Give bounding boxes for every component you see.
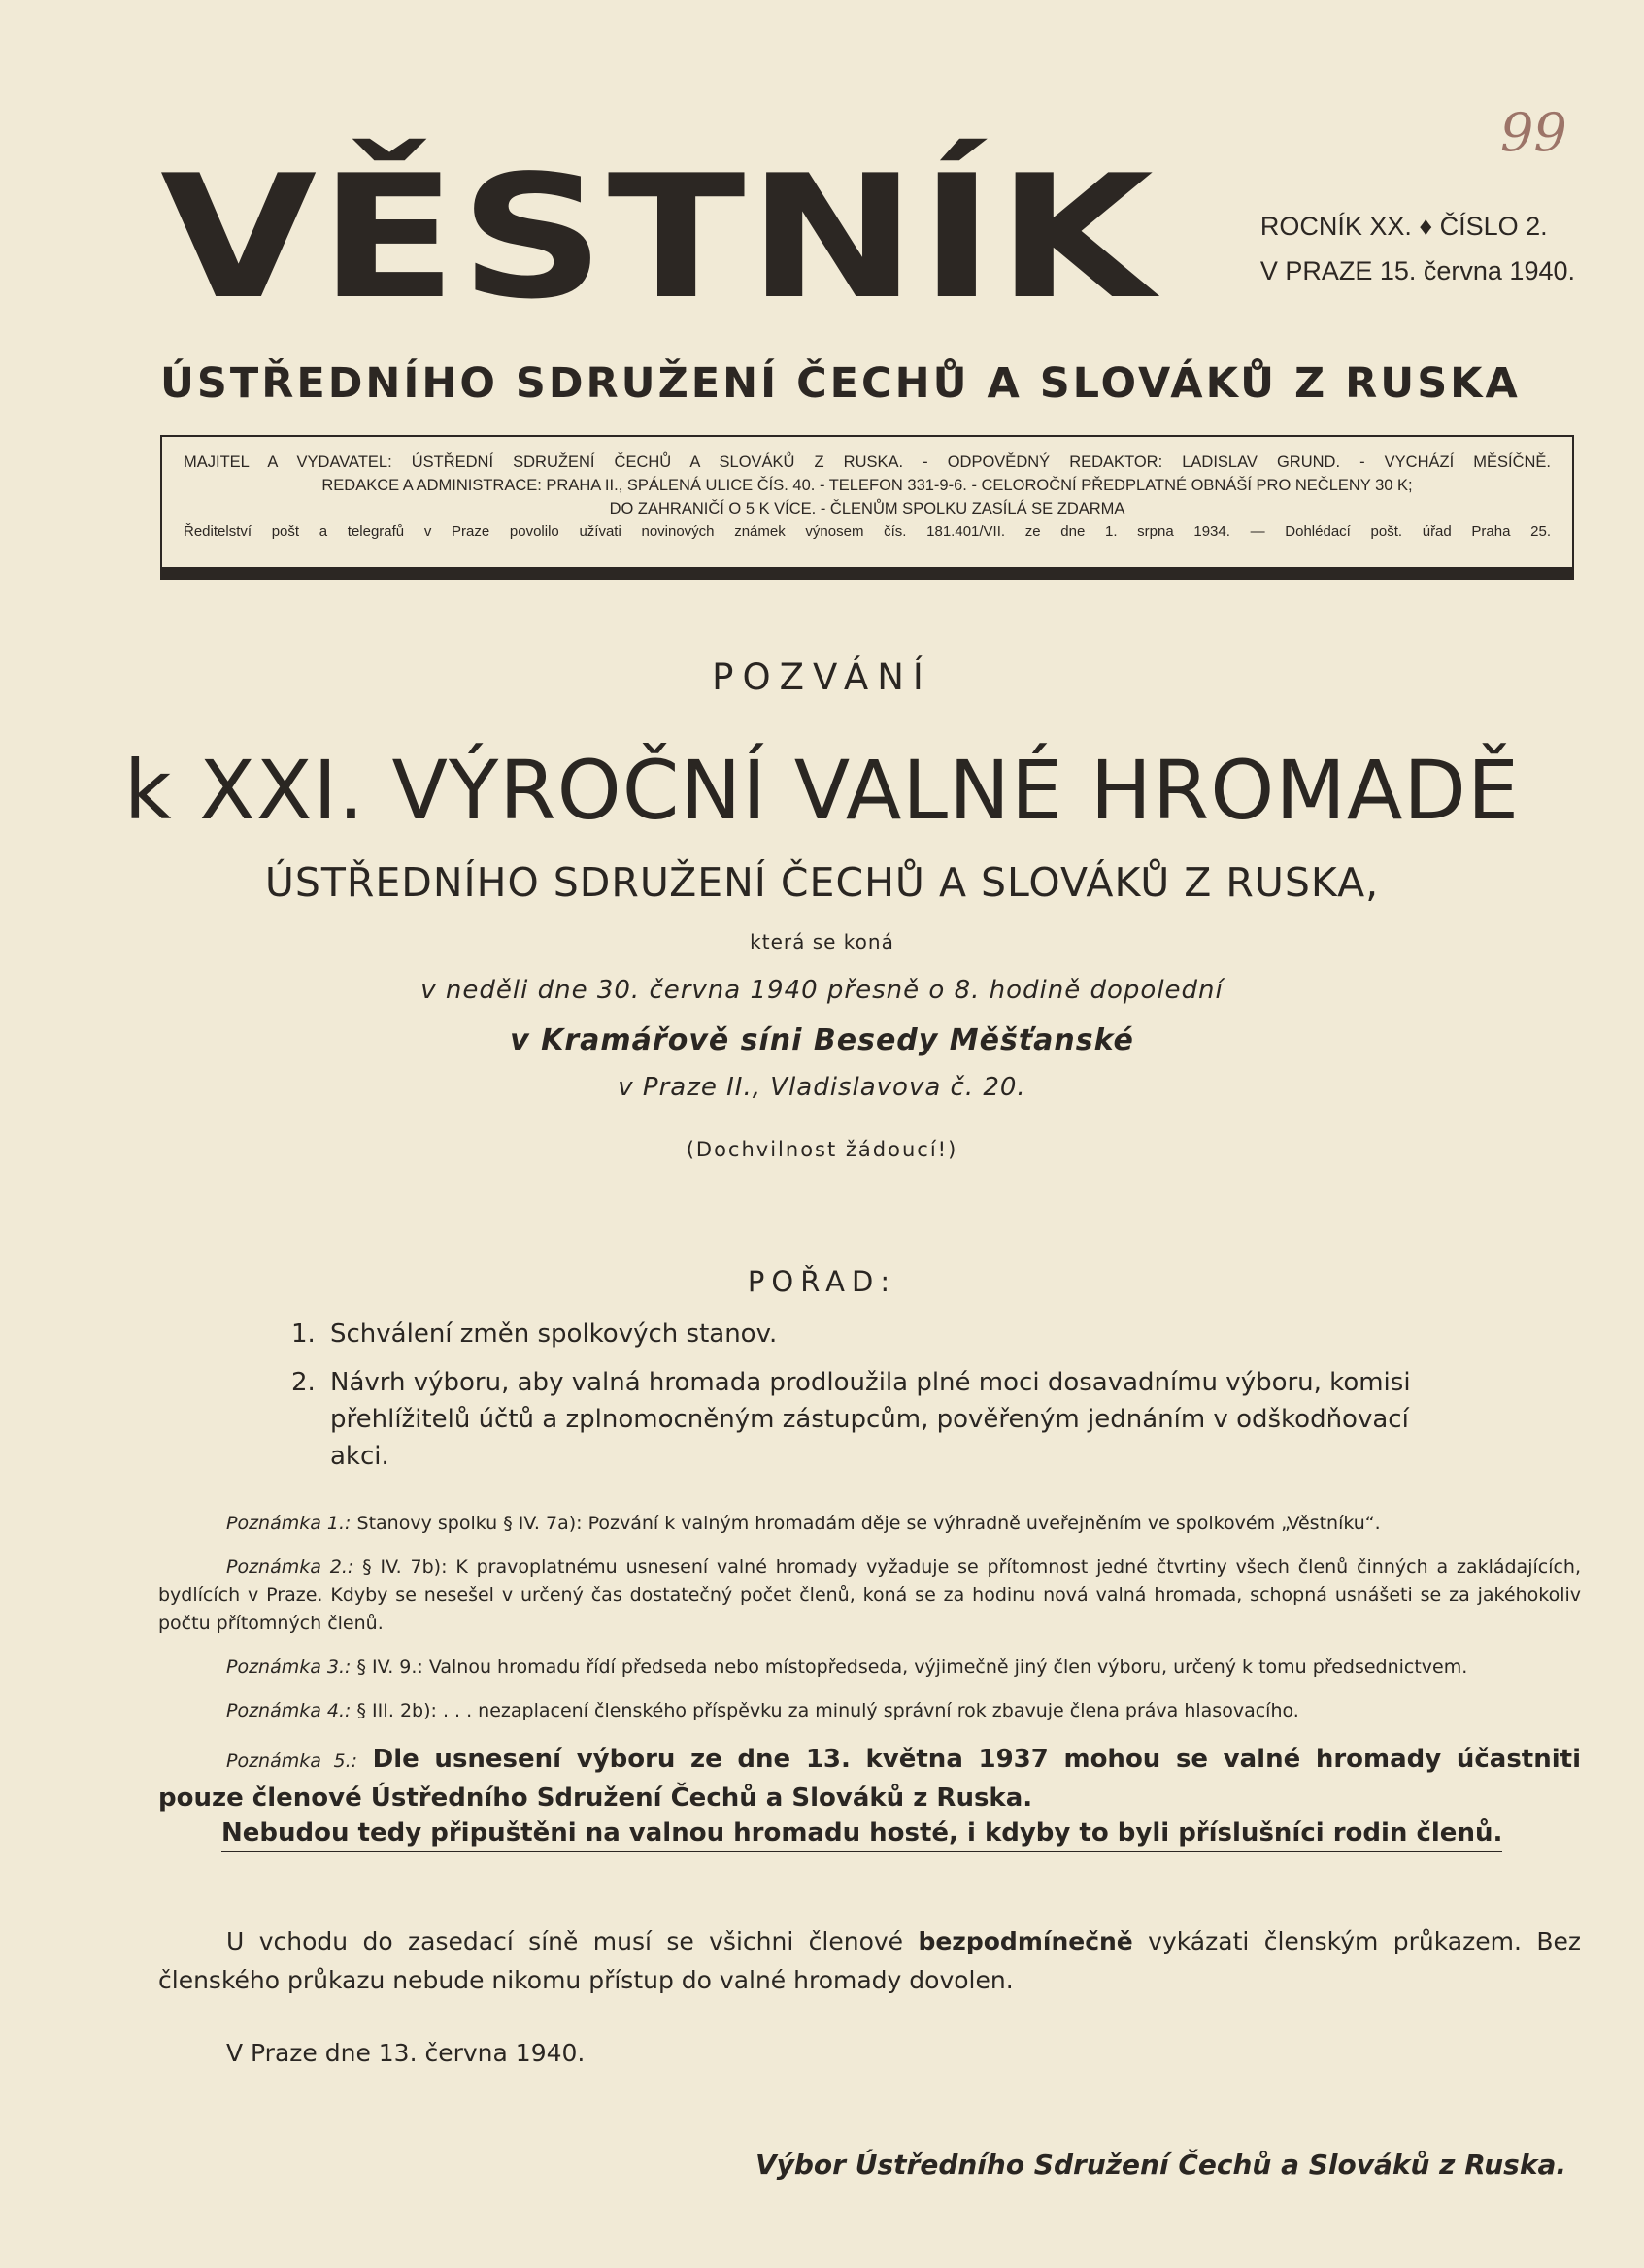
note-text: Dle usnesení výboru ze dne 13. května 1937 mohou se valné hromady účastniti pouze členové Ústředního Sdružení Čechů a Slováků z Ruska. — [158, 1745, 1582, 1813]
meeting-venue: v Kramářově síni Besedy Měšťanské — [510, 1023, 1134, 1057]
imprint-line: Ředitelství pošt a telegrafů v Praze povolilo užívati novinových známek výnosem čís. 181.401/VII. ze dne 1. srpna 1934. — Dohlédací pošt. úřad Praha 25. — [184, 523, 1551, 540]
note-text: Stanovy spolku § IV. 7a): Pozvání k valným hromadám děje se výhradně uveřejněním ve spolkovém „Věstníku“. — [351, 1513, 1381, 1534]
note — [158, 1697, 1581, 1725]
note-text: § III. 2b): . . . nezaplacení členského příspěvku za minulý správní rok zbavuje člena práva hlasovacího. — [351, 1700, 1299, 1721]
imprint-line: REDAKCE A ADMINISTRACE: PRAHA II., SPÁLENÁ ULICE ČÍS. 40. - TELEFON 331-9-6. - CELOROČNÍ PŘEDPLATNÉ OBNÁŠÍ PRO NEČLENY 30 K; — [321, 477, 1413, 494]
signature: Výbor Ústředního Sdružení Čechů a Slováků z Ruska. — [755, 2149, 1566, 2181]
invitation-label: POZVÁNÍ — [712, 656, 932, 698]
agenda-item-number: 2. — [291, 1368, 316, 1397]
note-label: Poznámka 2.: — [226, 1556, 354, 1578]
agenda-heading: POŘAD: — [747, 1265, 897, 1298]
note — [158, 1553, 1581, 1638]
handwritten-note: 99 — [1500, 102, 1567, 163]
masthead — [160, 140, 1578, 583]
masthead-rule — [160, 567, 1574, 580]
note-text: § IV. 9.: Valnou hromadu řídí předseda nebo místopředseda, výjimečně jiný člen výboru, určený k tomu předsednictvem. — [351, 1656, 1468, 1678]
agenda-item — [291, 1364, 1447, 1475]
agenda-item-text: Schválení změn spolkových stanov. — [330, 1319, 778, 1349]
entry-text: U vchodu do zasedací síně musí se všichni členové — [226, 1927, 919, 1955]
agenda-list — [291, 1316, 1447, 1486]
note-text: § IV. 7b): K pravoplatnému usnesení valné hromady vyžaduje se přítomnost jedné čtvrtiny všech členů činných a zakládajících, bydlících v Praze. Kdyby se nesešel v určený čas dostatečný počet členů, koná se za hodinu nová valná hromada, schopná usnášeti se za jakéhokoliv počtu přítomných členů. — [158, 1556, 1582, 1634]
invitation-headline: k XXI. VÝROČNÍ VALNÉ HROMADĚ — [123, 743, 1521, 838]
note-label: Poznámka 4.: — [226, 1700, 352, 1721]
newspaper-subtitle: ÚSTŘEDNÍHO SDRUŽENÍ ČECHŮ A SLOVÁKŮ Z RUSKA — [160, 359, 1521, 408]
entry-text: vykázati členským průkazem. Bez členského průkazu nebude nikomu přístup do valné hromady dovolen. — [158, 1927, 1581, 1994]
entry-emphasis: bezpodmínečně — [918, 1927, 1133, 1955]
entry-requirement — [158, 1922, 1581, 2000]
agenda-item — [291, 1316, 1447, 1352]
issue-info — [1260, 204, 1575, 293]
notes-section — [158, 1510, 1581, 1832]
invitation-kona: která se koná — [750, 930, 894, 953]
imprint-line: MAJITEL A VYDAVATEL: ÚSTŘEDNÍ SDRUŽENÍ ČECHŮ A SLOVÁKŮ Z RUSKA. - ODPOVĚDNÝ REDAKTOR: LADISLAV GRUND. - VYCHÁZÍ MĚSÍČNĚ. — [184, 453, 1551, 471]
note-label: Poznámka 3.: — [226, 1656, 352, 1678]
punctuality-note: (Dochvilnost žádoucí!) — [686, 1138, 958, 1161]
meeting-date: v neděli dne 30. června 1940 přesně o 8. hodině dopolední — [420, 976, 1224, 1005]
note — [158, 1741, 1581, 1817]
agenda-item-number: 1. — [291, 1319, 316, 1349]
issue-date: V PRAZE 15. června 1940. — [1259, 256, 1575, 285]
note — [158, 1510, 1581, 1538]
invitation-organization: ÚSTŘEDNÍHO SDRUŽENÍ ČECHŮ A SLOVÁKŮ Z RUSKA, — [264, 859, 1380, 906]
note-label: Poznámka 1.: — [226, 1513, 352, 1534]
note — [158, 1653, 1581, 1682]
agenda-item-text: Návrh výboru, aby valná hromada prodloužila plné moci dosavadnímu výboru, komisi přehlížitelů účtů a zplnomocněným zástupcům, pověřeným jednáním v odškodňovací akci. — [330, 1368, 1411, 1471]
guest-warning: Nebudou tedy připuštěni na valnou hromadu hosté, i kdyby to byli příslušníci rodin členů. — [221, 1818, 1502, 1852]
newspaper-title: VĚSTNÍK — [160, 140, 1157, 337]
issue-number: ROCNÍK XX. ♦ ČÍSLO 2. — [1259, 212, 1548, 241]
imprint-line: DO ZAHRANIČÍ O 5 K VÍCE. - ČLENŮM SPOLKU ZASÍLÁ SE ZDARMA — [609, 500, 1125, 517]
meeting-address: v Praze II., Vladislavova č. 20. — [618, 1073, 1026, 1102]
note-label: Poznámka 5.: — [226, 1751, 358, 1772]
dated-line: V Praze dne 13. června 1940. — [226, 2039, 586, 2067]
imprint-box — [160, 435, 1574, 567]
